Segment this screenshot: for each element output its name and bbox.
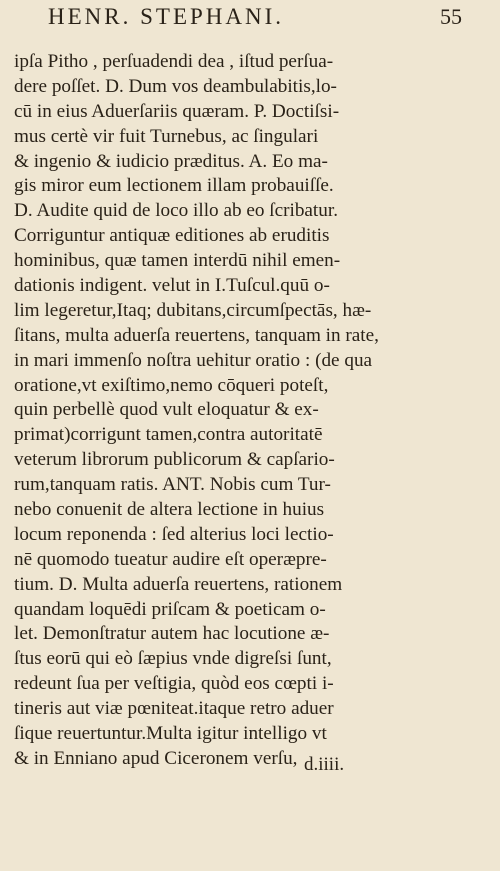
text-line: ſique reuertuntur.Multa igitur intelligo vt — [14, 723, 327, 745]
text-line: nebo conuenit de altera lectione in huius — [14, 499, 325, 521]
text-line: Corriguntur antiquæ editiones ab eruditis — [14, 225, 330, 247]
text-line: mus certè vir fuit Turnebus, ac ſingulari — [14, 125, 319, 147]
text-line: nē quomodo tueatur audire eſt operæpre- — [14, 548, 327, 570]
text-line: dere poſſet. D. Dum vos deambulabitis,lo- — [14, 75, 337, 97]
text-line: & ingenio & iudicio præditus. A. Eo ma- — [14, 150, 328, 172]
text-line: D. Audite quid de loco illo ab eo ſcribatur. — [14, 200, 338, 222]
text-line: cū in eius Aduerſariis quæram. P. Doctiſsi- — [14, 100, 340, 122]
text-line: quin perbellè quod vult eloquatur & ex- — [14, 399, 319, 421]
text-line: & in Enniano apud Ciceronem verſu, — [14, 747, 298, 769]
text-line: primat)corrigunt tamen,contra autoritatē — [14, 424, 323, 446]
text-line: oratione,vt exiſtimo,nemo cōqueri poteſt, — [14, 374, 329, 396]
text-line: in mari immenſo noſtra uehitur oratio : (de qua — [14, 349, 373, 371]
text-line: tineris aut viæ pœniteat.itaque retro aduer — [14, 698, 334, 720]
text-line: lim legeretur,Itaq; dubitans,circumſpectās, hæ- — [14, 299, 372, 321]
text-line: let. Demonſtratur autem hac locutione æ- — [14, 623, 330, 645]
page-header — [0, 2, 500, 38]
text-line: quandam loquēdi priſcam & poeticam o- — [14, 598, 326, 620]
text-line: dationis indigent. velut in I.Tuſcul.quū o- — [14, 275, 330, 297]
page-number: 55 — [440, 4, 462, 29]
running-head: HENR. STEPHANI. — [48, 4, 285, 29]
text-line: redeunt ſua per veſtigia, quòd eos cœpti i- — [14, 673, 334, 695]
catchword: d.iiii. — [304, 754, 345, 775]
text-line: gis miror eum lectionem illam probauiſſe. — [14, 175, 334, 197]
text-line: locum reponenda : ſed alterius loci lectio- — [14, 523, 334, 545]
text-line: veterum librorum publicorum & capſario- — [14, 449, 335, 471]
text-line: ipſa Pitho , perſuadendi dea , iſtud perſua- — [14, 51, 334, 72]
text-line: tium. D. Multa aduerſa reuertens, rationem — [14, 573, 343, 595]
body-text — [14, 50, 482, 772]
text-line: hominibus, quæ tamen interdū nihil emen- — [14, 250, 341, 272]
text-line: ſtus eorū qui eò ſæpius vnde digreſsi ſunt, — [14, 648, 332, 670]
text-line: rum,tanquam ratis. ANT. Nobis cum Tur- — [14, 474, 331, 496]
text-line: ſitans, multa aduerſa reuertens, tanquam in rate, — [14, 324, 379, 346]
